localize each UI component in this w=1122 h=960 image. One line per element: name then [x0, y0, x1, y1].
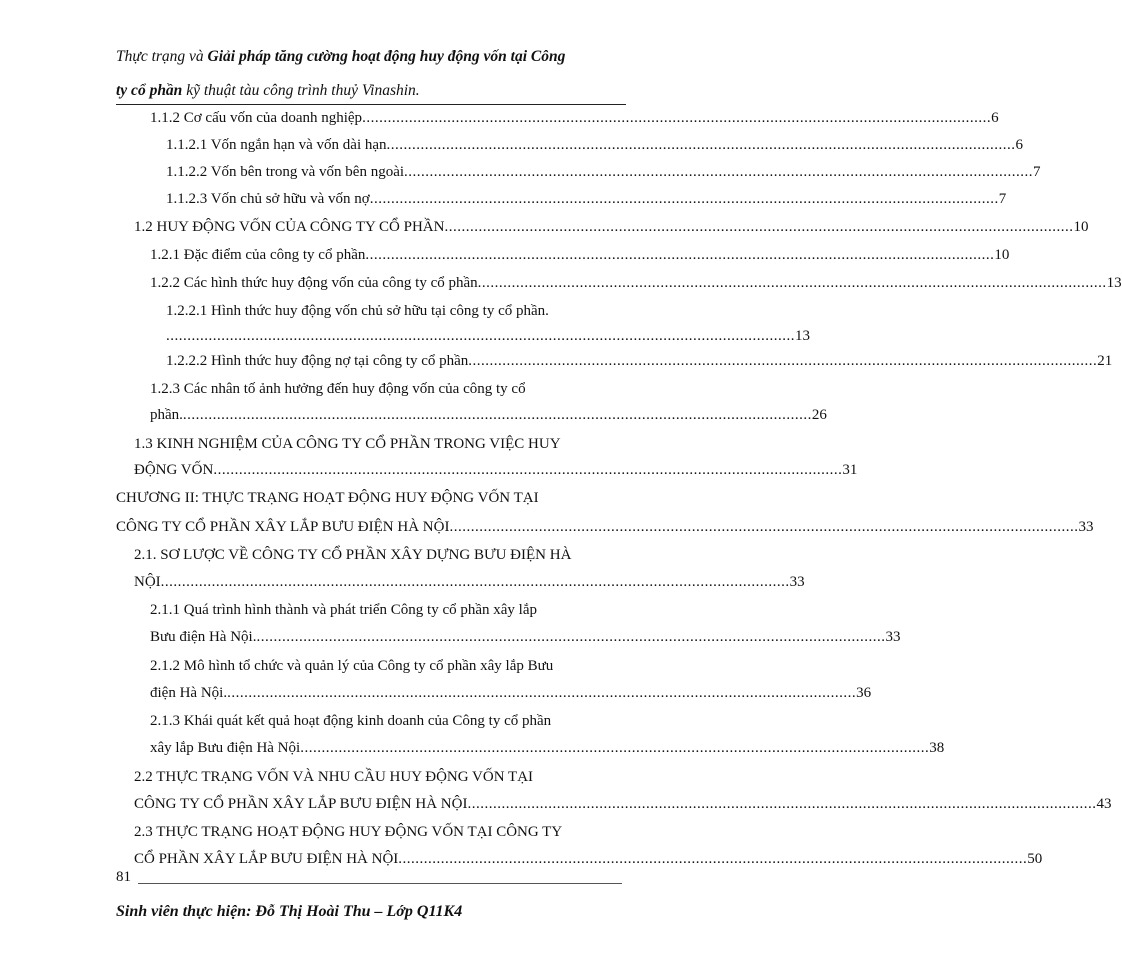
toc-entry-page: 13	[795, 328, 810, 344]
toc-leader-dots: ....................................................................................................................................................	[213, 462, 843, 478]
toc-entry-title: 1.2 HUY ĐỘNG VỐN CỦA CÔNG TY CỔ PHẦN	[134, 219, 445, 235]
toc-entry[interactable]	[134, 434, 600, 454]
toc-entry-page: 43	[1096, 796, 1112, 812]
toc-entry-title: 2.1.3 Khái quát kết quả hoạt động kinh doanh của Công ty cổ phần	[150, 713, 552, 729]
toc-entry-page: 21	[1097, 353, 1113, 369]
toc-entry-page: 13	[1106, 275, 1122, 291]
toc-entry-page: 36	[856, 685, 872, 701]
toc-entry[interactable]	[150, 711, 600, 731]
toc-entry[interactable]	[134, 217, 1089, 237]
toc-entry[interactable]	[134, 849, 1043, 869]
page-header	[116, 40, 616, 108]
toc-leader-dots: ....................................................................................................................................................	[444, 219, 1074, 235]
toc-entry[interactable]	[150, 245, 1010, 265]
toc-entry[interactable]	[134, 572, 805, 592]
toc-entry-title: CÔNG TY CỔ PHẦN XÂY LẮP BƯU ĐIỆN HÀ NỘI	[134, 796, 468, 812]
toc-leader-dots: ....................................................................................................................................................	[166, 328, 795, 344]
toc-entry[interactable]	[166, 326, 810, 346]
toc-entry-title: 1.3 KINH NGHIỆM CỦA CÔNG TY CỔ PHẦN TRONG VIỆC HUY	[134, 436, 561, 452]
toc-entry-page: 6	[1015, 137, 1024, 153]
toc-entry[interactable]	[150, 627, 901, 647]
header-text-bold: Giải pháp tăng cường hoạt động huy động vốn tại Công	[207, 48, 566, 65]
header-line-2	[116, 74, 616, 108]
toc-leader-dots: ....................................................................................................................................................	[369, 191, 999, 207]
toc-entry-title: 1.2.2.1 Hình thức huy động vốn chủ sở hữu tại công ty cổ phần.	[166, 303, 549, 319]
header-divider	[116, 104, 626, 105]
toc-leader-dots: ....................................................................................................................................................	[160, 574, 790, 590]
toc-entry-page: 33	[885, 629, 901, 645]
toc-entry[interactable]	[166, 135, 1024, 155]
toc-entry-page: 38	[929, 740, 945, 756]
toc-entry-title: 1.2.1 Đặc điểm của công ty cổ phần	[150, 247, 366, 263]
toc-entry-title: 1.2.3 Các nhân tố ảnh hưởng đến huy động vốn của công ty cổ	[150, 381, 526, 397]
toc-entry-title: 1.1.2.2 Vốn bên trong và vốn bên ngoài	[166, 164, 405, 180]
toc-entry[interactable]	[134, 460, 858, 480]
toc-leader-dots: ....................................................................................................................................................	[449, 519, 1079, 535]
toc-entry-page: 33	[789, 574, 805, 590]
toc-entry-title: NỘI	[134, 574, 161, 590]
toc-entry[interactable]	[134, 545, 600, 565]
toc-leader-dots: ....................................................................................................................................................	[398, 851, 1028, 867]
toc-entry-title: 2.3 THỰC TRẠNG HOẠT ĐỘNG HUY ĐỘNG VỐN TẠI CÔNG TY	[134, 824, 563, 840]
toc-entry-title: 1.2.2.2 Hình thức huy động nợ tại công ty cổ phần	[166, 353, 469, 369]
toc-entry[interactable]	[150, 656, 600, 676]
footer-author: Đỗ Thị Hoài Thu – Lớp Q11K4	[255, 903, 463, 920]
toc-leader-dots: ....................................................................................................................................................	[300, 740, 930, 756]
toc-entry-title: điện Hà Nội.	[150, 685, 228, 701]
toc-entry-title: 1.1.2.1 Vốn ngắn hạn và vốn dài hạn	[166, 137, 387, 153]
toc-entry[interactable]	[150, 738, 945, 758]
footer-divider	[138, 883, 622, 884]
toc-leader-dots: ....................................................................................................................................................	[468, 353, 1098, 369]
toc-entry[interactable]	[166, 162, 1041, 182]
toc-entry[interactable]	[150, 683, 872, 703]
toc-entry-title: 2.1.2 Mô hình tổ chức và quản lý của Công ty cổ phần xây lắp Bưu	[150, 658, 554, 674]
header-text-bold: ty cổ phần	[116, 82, 187, 99]
toc-entry-title: CHƯƠNG II: THỰC TRẠNG HOẠT ĐỘNG HUY ĐỘNG VỐN TẠI	[116, 490, 539, 506]
toc-entry-title: 1.2.2 Các hình thức huy động vốn của công ty cổ phần	[150, 275, 478, 291]
toc-entry[interactable]	[150, 379, 600, 399]
toc-entry-title: 2.2 THỰC TRẠNG VỐN VÀ NHU CẦU HUY ĐỘNG VỐN TẠI	[134, 769, 534, 785]
toc-entry[interactable]	[150, 273, 1122, 293]
toc-entry[interactable]	[116, 517, 1094, 537]
toc-leader-dots: ....................................................................................................................................................	[227, 685, 857, 701]
toc-entry[interactable]	[166, 301, 600, 321]
toc-leader-dots: ....................................................................................................................................................	[365, 247, 995, 263]
page-number: 81	[116, 869, 131, 885]
toc-entry-title: ĐỘNG VỐN	[134, 462, 214, 478]
toc-entry-page: 10	[994, 247, 1010, 263]
toc-entry-title: 1.1.2 Cơ cấu vốn của doanh nghiệp	[150, 110, 363, 126]
toc-leader-dots: ....................................................................................................................................................	[256, 629, 886, 645]
toc-entry[interactable]	[134, 822, 600, 842]
toc-leader-dots: ....................................................................................................................................................	[386, 137, 1016, 153]
toc-entry-page: 50	[1027, 851, 1043, 867]
header-text: Thực trạng và	[116, 48, 208, 65]
toc-entry[interactable]	[150, 405, 827, 425]
toc-entry[interactable]	[166, 189, 1007, 209]
toc-entry-title: xây lắp Bưu điện Hà Nội	[150, 740, 301, 756]
toc-entry-page: 7	[1033, 164, 1041, 180]
toc-leader-dots: ....................................................................................................................................................	[477, 275, 1107, 291]
footer-label: Sinh viên thực hiện:	[116, 903, 256, 920]
header-line-1	[116, 40, 616, 74]
toc-entry-title: 1.1.2.3 Vốn chủ sở hữu và vốn nợ	[166, 191, 370, 207]
toc-entry[interactable]	[166, 351, 1113, 371]
toc-entry[interactable]	[134, 767, 600, 787]
toc-entry[interactable]	[116, 488, 600, 508]
toc-leader-dots: ....................................................................................................................................................	[404, 164, 1034, 180]
toc-entry-page: 33	[1078, 519, 1094, 535]
toc-leader-dots: ....................................................................................................................................................	[467, 796, 1097, 812]
header-text: kỹ thuật tàu công trình thuỷ Vinashin.	[186, 82, 420, 99]
toc-entry-page: 26	[811, 407, 827, 423]
toc-entry-title: 2.1.1 Quá trình hình thành và phát triển Công ty cổ phần xây lắp	[150, 602, 538, 618]
toc-entry-title: CỔ PHẦN XÂY LẮP BƯU ĐIỆN HÀ NỘI	[134, 851, 399, 867]
toc-entry-title: phần.	[150, 407, 183, 423]
toc-entry[interactable]	[150, 600, 600, 620]
toc-leader-dots: ....................................................................................................................................................	[362, 110, 992, 126]
toc-entry-page: 31	[842, 462, 858, 478]
toc-entry[interactable]	[150, 108, 999, 128]
toc-entry-page: 7	[998, 191, 1007, 207]
toc-entry-page: 10	[1073, 219, 1089, 235]
toc-leader-dots: ....................................................................................................................................................	[182, 407, 812, 423]
toc-entry-title: 2.1. SƠ LƯỢC VỀ CÔNG TY CỔ PHẦN XÂY DỰNG BƯU ĐIỆN HÀ	[134, 547, 572, 563]
toc-entry-page: 6	[991, 110, 999, 126]
toc-entry-title: CÔNG TY CỔ PHẦN XÂY LẮP BƯU ĐIỆN HÀ NỘI	[116, 519, 450, 535]
toc-entry[interactable]	[134, 794, 1112, 814]
toc-entry-title: Bưu điện Hà Nội.	[150, 629, 257, 645]
page-footer	[116, 903, 636, 921]
